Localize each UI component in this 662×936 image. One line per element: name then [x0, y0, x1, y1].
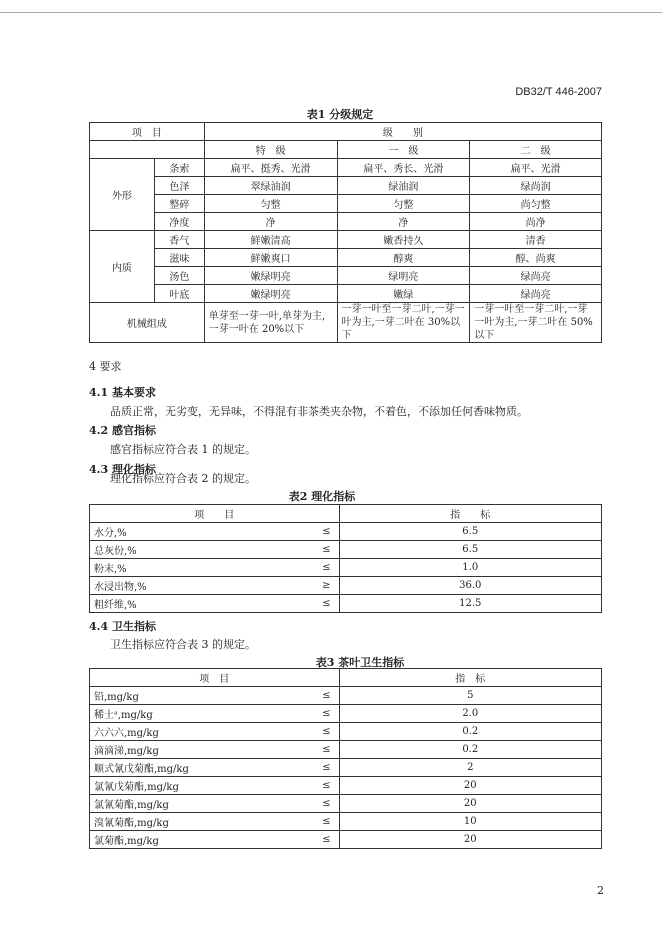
table-row	[90, 213, 602, 231]
grade-header: 特 级	[204, 141, 337, 159]
page-number: 2	[597, 884, 604, 897]
table-row	[90, 177, 602, 195]
section-title: 4 要求	[89, 360, 122, 373]
paragraph: 卫生指标应符合表 3 的规定。	[110, 638, 256, 651]
symbol-cell: ≤	[279, 723, 339, 741]
table-row	[90, 267, 602, 285]
item-cell: 氯氰戊菊酯,mg/kg	[90, 777, 280, 795]
cell: 一芽一叶至一芽二叶,一芽一叶为主,一芽二叶在 50%以下	[470, 303, 602, 343]
item-cell: 水浸出物,%	[90, 577, 280, 595]
physicochemical-table	[89, 504, 602, 613]
table-row	[90, 159, 602, 177]
table-row	[90, 705, 602, 723]
cell: 醇、尚爽	[470, 249, 602, 267]
cell: 嫩绿明亮	[204, 285, 337, 303]
cell: 匀整	[337, 195, 470, 213]
table-row	[90, 523, 602, 541]
symbol-cell: ≤	[279, 595, 339, 613]
cell: 嫩绿	[337, 285, 470, 303]
grade-header: 一 级	[337, 141, 470, 159]
grade-header: 二 级	[470, 141, 602, 159]
paragraph: 感官指标应符合表 1 的规定。	[110, 443, 256, 456]
cell: 清香	[470, 231, 602, 249]
row-label: 滋味	[154, 249, 204, 267]
table1-caption: 表1 分级规定	[306, 108, 374, 121]
header-rule	[0, 12, 662, 13]
subsection-title: 4.4 卫生指标	[89, 620, 156, 633]
blank-cell	[90, 141, 205, 159]
subsection-title: 4.1 基本要求	[89, 386, 156, 399]
table-row	[90, 777, 602, 795]
table-row	[90, 831, 602, 849]
value-cell: 20	[339, 777, 601, 795]
table-row	[90, 577, 602, 595]
row-label: 汤色	[154, 267, 204, 285]
item-cell: 顺式氰戊菊酯,mg/kg	[90, 759, 280, 777]
item-cell: 粉末,%	[90, 559, 280, 577]
value-cell: 5	[339, 687, 601, 705]
row-label: 香气	[154, 231, 204, 249]
cell: 尚净	[470, 213, 602, 231]
value-cell: 6.5	[339, 523, 601, 541]
symbol-cell: ≤	[279, 759, 339, 777]
cell: 净	[204, 213, 337, 231]
item-cell: 粗纤维,%	[90, 595, 280, 613]
cell: 一芽一叶至一芽二叶,一芽一叶为主,一芽二叶在 30%以下	[337, 303, 470, 343]
table-row	[90, 595, 602, 613]
table-row	[90, 231, 602, 249]
grading-table	[89, 122, 602, 343]
table-row	[90, 669, 602, 687]
col-value-header: 指 标	[339, 505, 601, 523]
item-cell: 水分,%	[90, 523, 280, 541]
table-row	[90, 541, 602, 559]
paragraph: 品质正常，无劣变，无异味，不得混有非茶类夹杂物，不着色，不添加任何香味物质。	[110, 405, 528, 418]
cell: 嫩绿明亮	[204, 267, 337, 285]
table-row	[90, 195, 602, 213]
cell: 翠绿油润	[204, 177, 337, 195]
symbol-cell: ≤	[279, 705, 339, 723]
row-label: 条索	[154, 159, 204, 177]
table-row	[90, 759, 602, 777]
item-cell: 氯菊酯,mg/kg	[90, 831, 280, 849]
symbol-cell: ≤	[279, 687, 339, 705]
item-cell: 溴氰菊酯,mg/kg	[90, 813, 280, 831]
col-value-header: 指 标	[339, 669, 601, 687]
cell: 绿油润	[337, 177, 470, 195]
item-cell: 滴滴涕,mg/kg	[90, 741, 280, 759]
value-cell: 6.5	[339, 541, 601, 559]
table-row	[90, 723, 602, 741]
table-row	[90, 795, 602, 813]
symbol-cell: ≤	[279, 541, 339, 559]
cell: 尚匀整	[470, 195, 602, 213]
row-label: 机械组成	[90, 303, 205, 343]
cell: 醇爽	[337, 249, 470, 267]
symbol-cell: ≤	[279, 831, 339, 849]
subsection-title: 4.2 感官指标	[89, 424, 156, 437]
cell: 绿尚亮	[470, 267, 602, 285]
table-row	[90, 285, 602, 303]
table2-caption: 表2 理化指标	[288, 490, 356, 503]
row-label: 色泽	[154, 177, 204, 195]
value-cell: 0.2	[339, 723, 601, 741]
value-cell: 0.2	[339, 741, 601, 759]
table-row	[90, 813, 602, 831]
row-label: 叶底	[154, 285, 204, 303]
value-cell: 12.5	[339, 595, 601, 613]
cell: 嫩香持久	[337, 231, 470, 249]
cell: 匀整	[204, 195, 337, 213]
row-label: 整碎	[154, 195, 204, 213]
cell: 鲜嫩清高	[204, 231, 337, 249]
group-label: 内质	[90, 231, 155, 303]
col-grade-header: 级 别	[204, 123, 601, 141]
symbol-cell: ≤	[279, 813, 339, 831]
cell: 绿明亮	[337, 267, 470, 285]
value-cell: 2.0	[339, 705, 601, 723]
table3-caption: 表3 茶叶卫生指标	[315, 656, 405, 669]
table-row	[90, 687, 602, 705]
symbol-cell: ≤	[279, 777, 339, 795]
table-row	[90, 249, 602, 267]
symbol-cell: ≤	[279, 795, 339, 813]
item-cell: 总灰份,%	[90, 541, 280, 559]
symbol-cell: ≤	[279, 741, 339, 759]
col-item-header: 项 目	[90, 669, 340, 687]
hygiene-table	[89, 668, 602, 849]
table-row	[90, 741, 602, 759]
paragraph: 理化指标应符合表 2 的规定。	[110, 472, 256, 485]
table-row	[90, 505, 602, 523]
item-cell: 氯氰菊酯,mg/kg	[90, 795, 280, 813]
cell: 绿尚亮	[470, 285, 602, 303]
row-label: 净度	[154, 213, 204, 231]
value-cell: 36.0	[339, 577, 601, 595]
item-cell: 铅,mg/kg	[90, 687, 280, 705]
symbol-cell: ≤	[279, 559, 339, 577]
cell: 绿尚润	[470, 177, 602, 195]
value-cell: 1.0	[339, 559, 601, 577]
cell: 扁平、挺秀、光滑	[204, 159, 337, 177]
value-cell: 10	[339, 813, 601, 831]
cell: 扁平、光滑	[470, 159, 602, 177]
cell: 净	[337, 213, 470, 231]
cell: 单芽至一芽一叶,单芽为主,一芽一叶在 20%以下	[204, 303, 337, 343]
subsection-title: 4.3 理化指标	[89, 463, 156, 476]
table-row	[90, 123, 602, 141]
col-item-header: 项 目	[90, 505, 340, 523]
item-cell: 稀土ᵃ,mg/kg	[90, 705, 280, 723]
table-row	[90, 303, 602, 343]
table-row	[90, 141, 602, 159]
col-item-header: 项 目	[90, 123, 205, 141]
symbol-cell: ≥	[279, 577, 339, 595]
value-cell: 20	[339, 795, 601, 813]
group-label: 外形	[90, 159, 155, 231]
value-cell: 2	[339, 759, 601, 777]
symbol-cell: ≤	[279, 523, 339, 541]
standard-number: DB32/T 446-2007	[515, 86, 602, 98]
cell: 扁平、秀长、光滑	[337, 159, 470, 177]
table-row	[90, 559, 602, 577]
cell: 鲜嫩爽口	[204, 249, 337, 267]
value-cell: 20	[339, 831, 601, 849]
item-cell: 六六六,mg/kg	[90, 723, 280, 741]
